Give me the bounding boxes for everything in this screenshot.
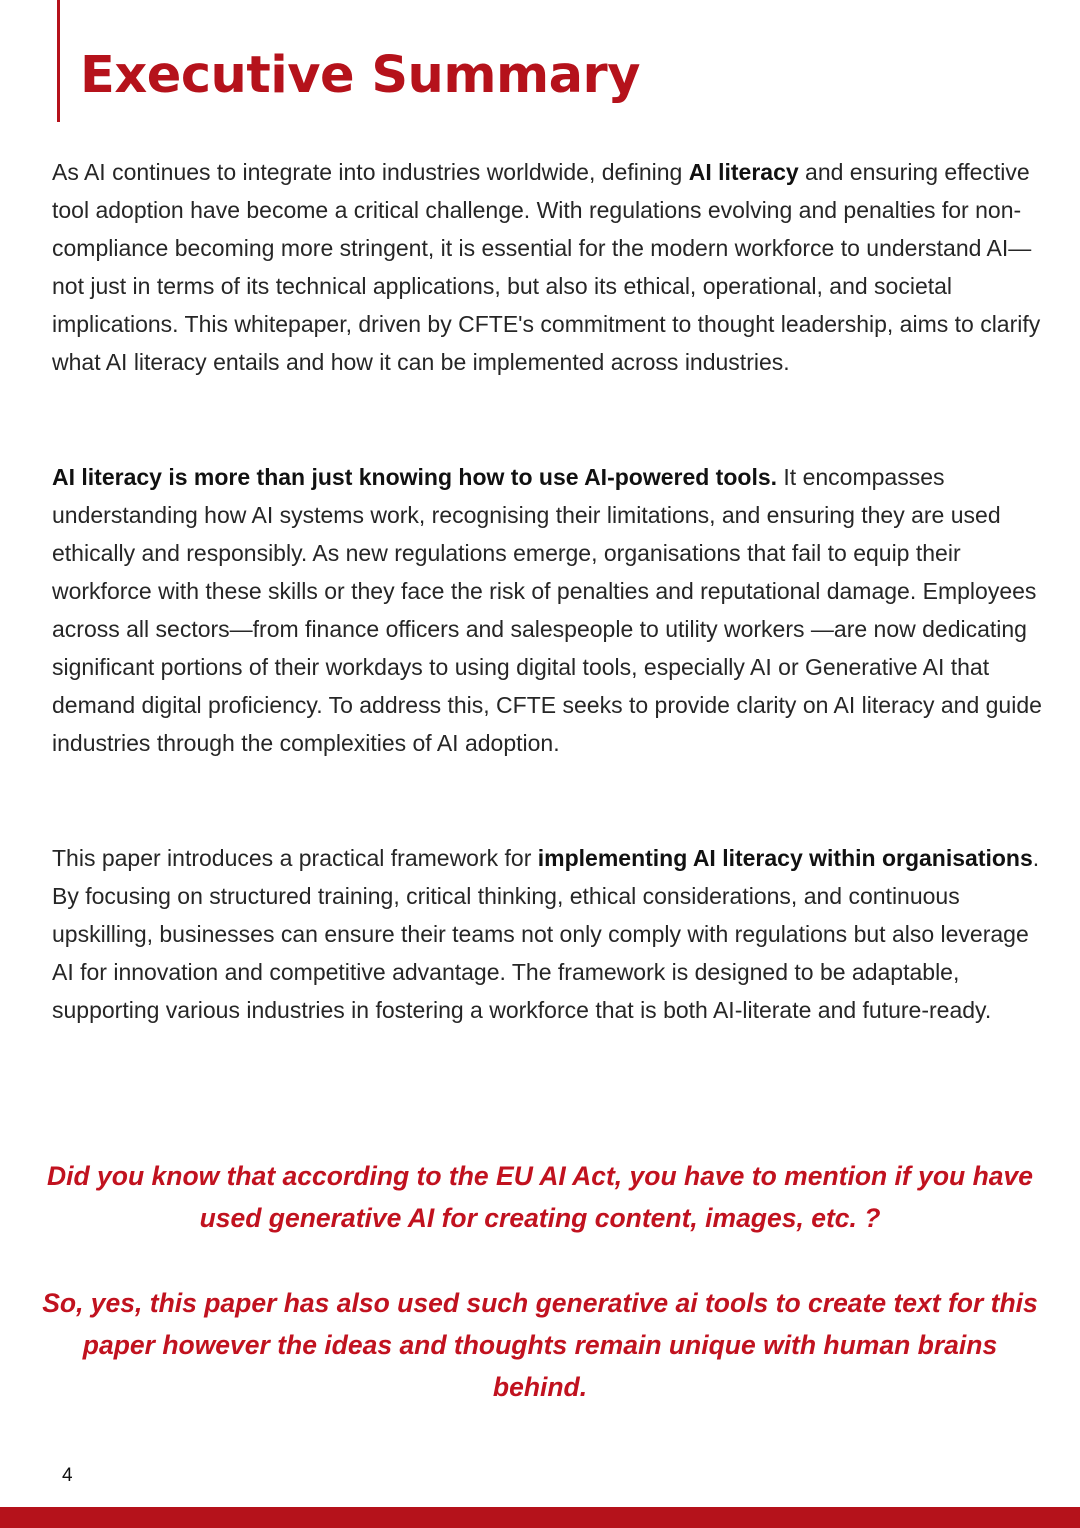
intro-paragraph <box>52 153 1042 381</box>
intro-paragraph-highlight: AI literacy <box>688 159 799 185</box>
framework-paragraph-highlight: implementing AI literacy within organisations <box>537 845 1033 871</box>
page-number: 4 <box>62 1465 73 1486</box>
generative-ai-disclosure-callout: So, yes, this paper has also used such generative ai tools to create text for this paper however the ideas and thoughts remain unique with human brains behind. <box>42 1288 1038 1402</box>
literacy-paragraph <box>52 458 1042 762</box>
intro-paragraph-rest: and ensuring effective tool adoption have become a critical challenge. With regulations evolving and penalties for non-compliance becoming more stringent, it is essential for the modern workforce to understand AI—not just in terms of its technical applications, but also its ethical, operational, and societal implications. This whitepaper, driven by CFTE's commitment to thought leadership, aims to clarify what AI literacy entails and how it can be implemented across industries. <box>52 159 1041 375</box>
framework-paragraph-lead: This paper introduces a practical framework for <box>52 845 538 871</box>
framework-paragraph <box>52 839 1042 1029</box>
footer-accent-bar <box>0 1507 1080 1528</box>
framework-paragraph-rest: . By focusing on structured training, critical thinking, ethical considerations, and continuous upskilling, businesses can ensure their teams not only comply with regulations but also leverage AI for innovation and competitive advantage. The framework is designed to be adaptable, supporting various industries in fostering a workforce that is both AI-literate and future-ready. <box>52 845 1040 1023</box>
literacy-paragraph-rest: It encompasses understanding how AI systems work, recognising their limitations, and ensuring they are used ethically and responsibly. As new regulations emerge, organisations that fail to equip their workforce with these skills or they face the risk of penalties and reputational damage. Employees across all sectors—from finance officers and salespeople to utility workers —are now dedicating significant portions of their workdays to using digital tools, especially AI or Generative AI that demand digital proficiency. To address this, CFTE seeks to provide clarity on AI literacy and guide industries through the complexities of AI adoption. <box>52 464 1042 756</box>
intro-paragraph-lead: As AI continues to integrate into industries worldwide, defining <box>52 159 689 185</box>
eu-ai-act-callout: Did you know that according to the EU AI Act, you have to mention if you have used generative AI for creating content, images, etc. ? <box>47 1161 1033 1233</box>
literacy-paragraph-highlight: AI literacy is more than just knowing how to use AI-powered tools. <box>52 464 778 490</box>
page-title: Executive Summary <box>80 46 640 105</box>
title-accent-bar <box>57 0 60 122</box>
